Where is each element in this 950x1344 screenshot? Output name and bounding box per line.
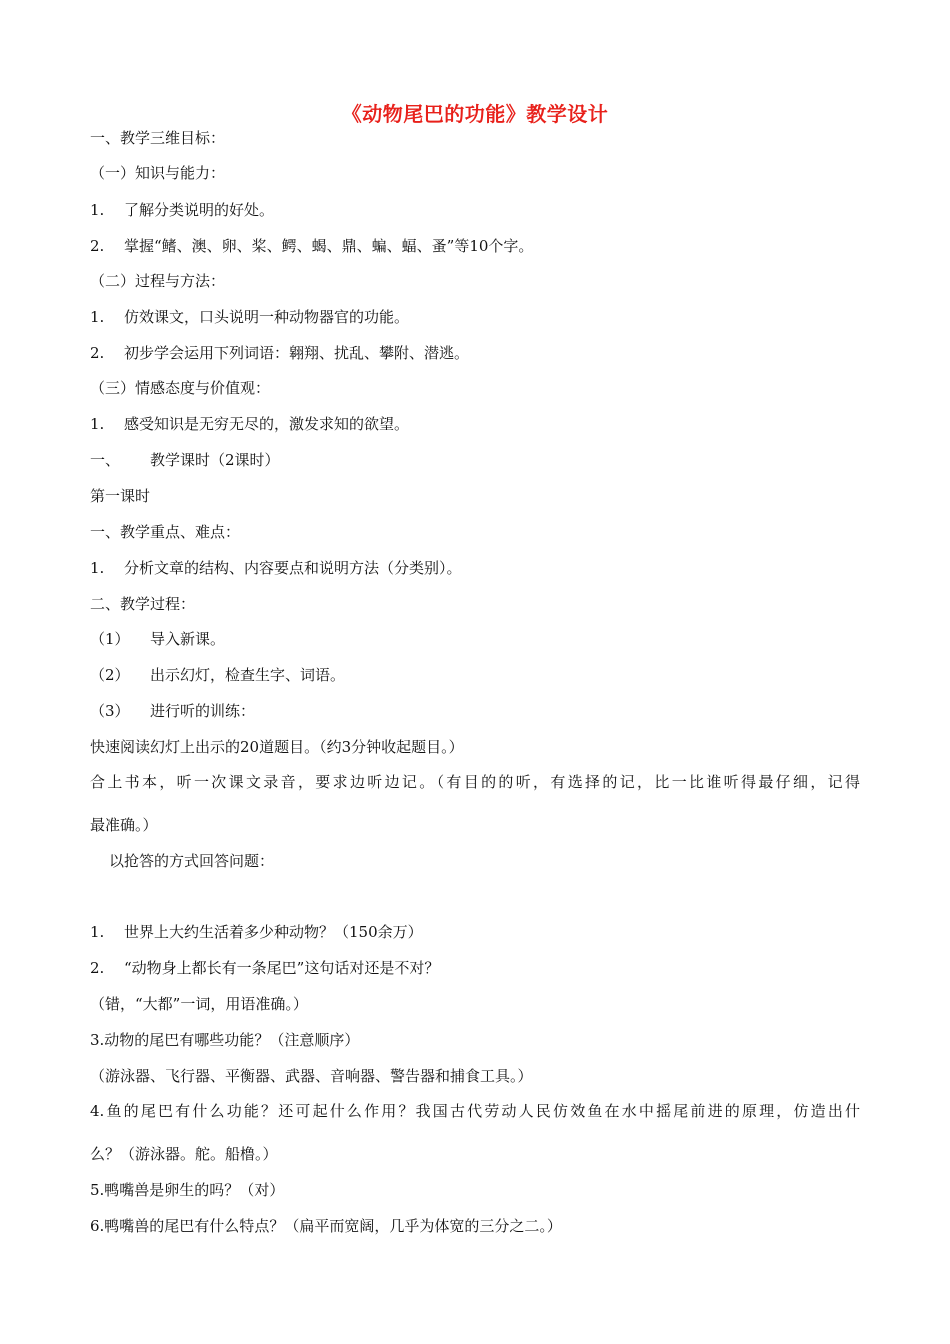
section-heading: 二、教学过程： [90,595,196,613]
paragraph: 以抢答的方式回答问题： [109,852,275,870]
section-heading: 一、教学三维目标： [90,129,226,147]
section-heading: 一、教学重点、难点： [90,523,241,541]
paragraph: 快速阅读幻灯上出示的20道题目。（约3分钟收起题目。） [90,738,464,756]
list-item: 1. 仿效课文，口头说明一种动物器官的功能。 [90,308,410,326]
subsection-heading: （一）知识与能力： [90,164,226,182]
question-item: 6.鸭嘴兽的尾巴有什么特点？（扁平而宽阔，几乎为体宽的三分之二。） [90,1217,562,1235]
list-item: 1. 感受知识是无穷无尽的，激发求知的欲望。 [90,415,410,433]
subsection-heading: （三）情感态度与价值观： [90,379,271,397]
paragraph-line: 合上书本，听一次课文录音，要求边听边记。（有目的的听，有选择的记，比一比谁听得最仔细，记得 [90,773,860,791]
answer-text: 么？（游泳器。舵。船橹。） [90,1145,278,1163]
question-item: 3.动物的尾巴有哪些功能？（注意顺序） [90,1031,360,1049]
list-item: 2. 初步学会运用下列词语：翱翔、扰乱、攀附、潜逃。 [90,344,470,362]
document-title: 《动物尾巴的功能》教学设计 [341,102,609,126]
question-item: 1. 世界上大约生活着多少种动物？（150余万） [90,923,423,941]
question-item: 4.鱼的尾巴有什么功能？还可起什么作用？我国古代劳动人民仿效鱼在水中摇尾前进的原理，仿造出什 [90,1102,860,1120]
list-item: 1. 了解分类说明的好处。 [90,201,275,219]
list-item: 1. 分析文章的结构、内容要点和说明方法（分类别）。 [90,559,462,577]
list-item: （1） 导入新课。 [90,630,226,648]
list-item: 2. 掌握“鳍、澳、卵、桨、鳄、蝎、鼎、蝙、蝠、蚤”等10个字。 [90,237,534,255]
list-item: （2） 出示幻灯，检查生字、词语。 [90,666,346,684]
answer-text: （游泳器、飞行器、平衡器、武器、音响器、警告器和捕食工具。） [90,1067,533,1085]
section-heading: 一、 教学课时（2课时） [90,451,280,469]
lesson-heading: 第一课时 [90,487,151,505]
answer-text: （错，“大都”一词，用语准确。） [90,995,308,1013]
question-item: 5.鸭嘴兽是卵生的吗？（对） [90,1181,285,1199]
question-item: 2. “动物身上都长有一条尾巴”这句话对还是不对？ [90,959,440,977]
paragraph: 最准确。） [90,816,158,834]
subsection-heading: （二）过程与方法： [90,272,226,290]
list-item: （3） 进行听的训练： [90,702,256,720]
